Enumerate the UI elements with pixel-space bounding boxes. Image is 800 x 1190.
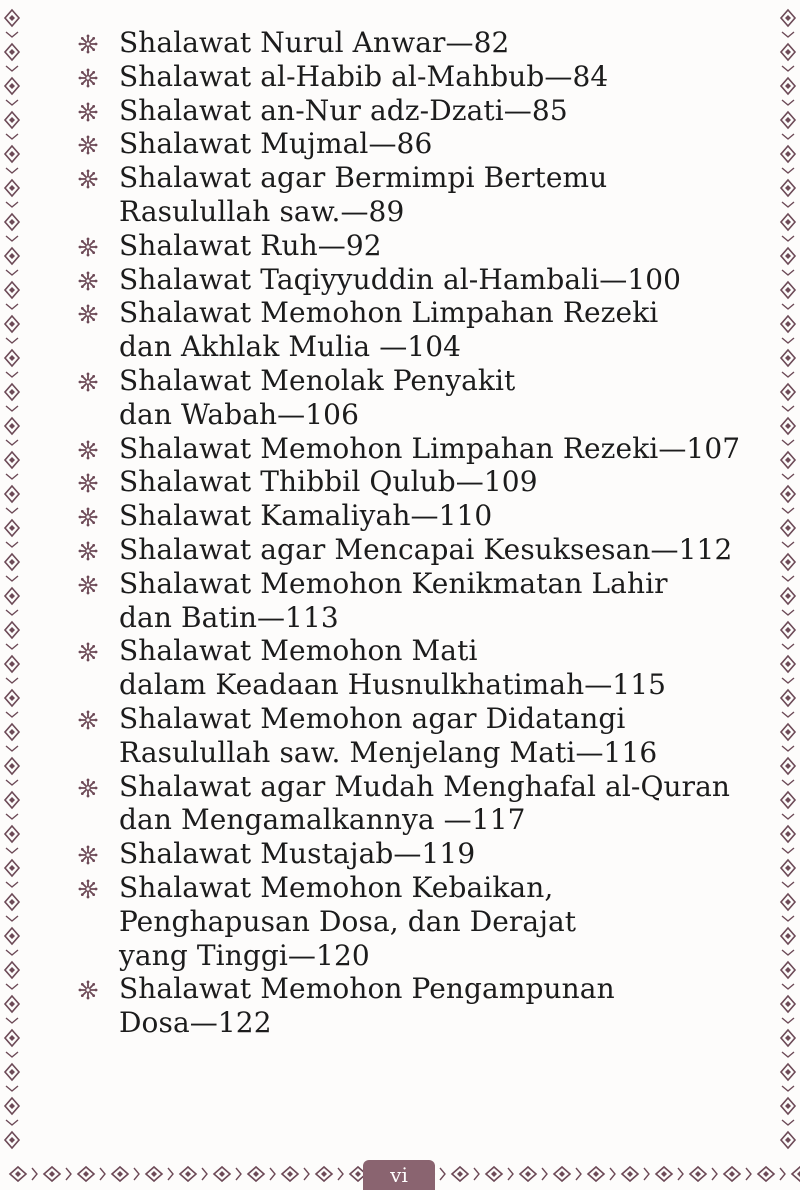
toc-entry [78,296,758,364]
toc-entry-text: dan Mengamalkannya —117 [119,803,526,837]
asterisk-flower-icon [78,440,98,460]
toc-entry-text: Shalawat Ruh—92 [119,228,382,262]
left-ornament-border [0,0,26,1150]
asterisk-flower-icon [78,304,98,324]
toc-entry-text: dalam Keadaan Husnulkhatimah—115 [119,668,667,702]
toc-entry-text: Shalawat Memohon Kenikmatan Lahir [119,566,668,600]
toc-entry [78,26,758,60]
asterisk-flower-icon [78,237,98,257]
toc-entry [78,60,758,94]
asterisk-flower-icon [78,507,98,527]
table-of-contents-list [78,26,758,1040]
toc-entry [78,837,758,871]
asterisk-flower-icon [78,102,98,122]
toc-entry-text: Rasulullah saw. Menjelang Mati—116 [119,735,658,769]
toc-entry-text: Penghapusan Dosa, dan Derajat [119,904,577,938]
toc-entry-text: Shalawat Mujmal—86 [119,127,433,161]
toc-entry-text: Shalawat Memohon Mati [119,634,478,668]
toc-entry-text: Shalawat Memohon agar Didatangi [119,701,626,735]
toc-entry [78,465,758,499]
toc-entry [78,634,758,702]
asterisk-flower-icon [78,778,98,798]
toc-entry-text: Rasulullah saw.—89 [119,194,405,228]
toc-entry-text: Shalawat Mustajab—119 [119,837,476,871]
asterisk-flower-icon [78,879,98,899]
toc-entry [78,94,758,128]
asterisk-flower-icon [78,169,98,189]
toc-entry-text: dan Batin—113 [119,600,339,634]
toc-entry [78,364,758,432]
toc-entry-text: Shalawat Memohon Pengampunan [119,972,615,1006]
asterisk-flower-icon [78,34,98,54]
toc-entry-text: Shalawat agar Mudah Menghafal al-Quran [119,769,731,803]
toc-entry-text: Shalawat Nurul Anwar—82 [119,26,510,59]
toc-entry-text: Shalawat Memohon Limpahan Rezeki—107 [119,431,741,465]
page-number-tab: vi [363,1160,435,1190]
toc-entry [78,229,758,263]
toc-entry [78,499,758,533]
asterisk-flower-icon [78,135,98,155]
toc-entry-text: Shalawat Menolak Penyakit [119,363,516,397]
toc-entry-text: dan Akhlak Mulia —104 [119,330,462,364]
toc-entry-text: Shalawat al-Habib al-Mahbub—84 [119,59,609,93]
toc-entry-text: Shalawat Thibbil Qulub—109 [119,465,538,499]
toc-entry-text: Shalawat agar Mencapai Kesuksesan—112 [119,532,733,566]
toc-entry [78,533,758,567]
asterisk-flower-icon [78,372,98,392]
asterisk-flower-icon [78,575,98,595]
toc-entry [78,127,758,161]
toc-entry [78,871,758,972]
asterisk-flower-icon [78,473,98,493]
toc-entry-text: Dosa—122 [119,1006,272,1040]
toc-entry-text: Shalawat agar Bermimpi Bertemu [119,161,608,195]
toc-entry-text: Shalawat Kamaliyah—110 [119,499,493,533]
toc-entry [78,567,758,635]
right-ornament-border [774,0,800,1150]
toc-entry-text: Shalawat an-Nur adz-Dzati—85 [119,93,568,127]
toc-entry-text: Shalawat Memohon Kebaikan, [119,870,554,904]
asterisk-flower-icon [78,710,98,730]
toc-entry [78,263,758,297]
asterisk-flower-icon [78,980,98,1000]
toc-entry [78,161,758,229]
toc-entry-text: yang Tinggi—120 [119,938,370,972]
toc-entry [78,702,758,770]
asterisk-flower-icon [78,271,98,291]
toc-entry-text: Shalawat Memohon Limpahan Rezeki [119,296,659,330]
asterisk-flower-icon [78,541,98,561]
toc-entry-text: Shalawat Taqiyyuddin al-Hambali—100 [119,262,682,296]
asterisk-flower-icon [78,642,98,662]
asterisk-flower-icon [78,845,98,865]
toc-entry-text: dan Wabah—106 [119,397,359,431]
toc-entry [78,432,758,466]
toc-entry [78,972,758,1040]
toc-entry [78,770,758,838]
asterisk-flower-icon [78,68,98,88]
